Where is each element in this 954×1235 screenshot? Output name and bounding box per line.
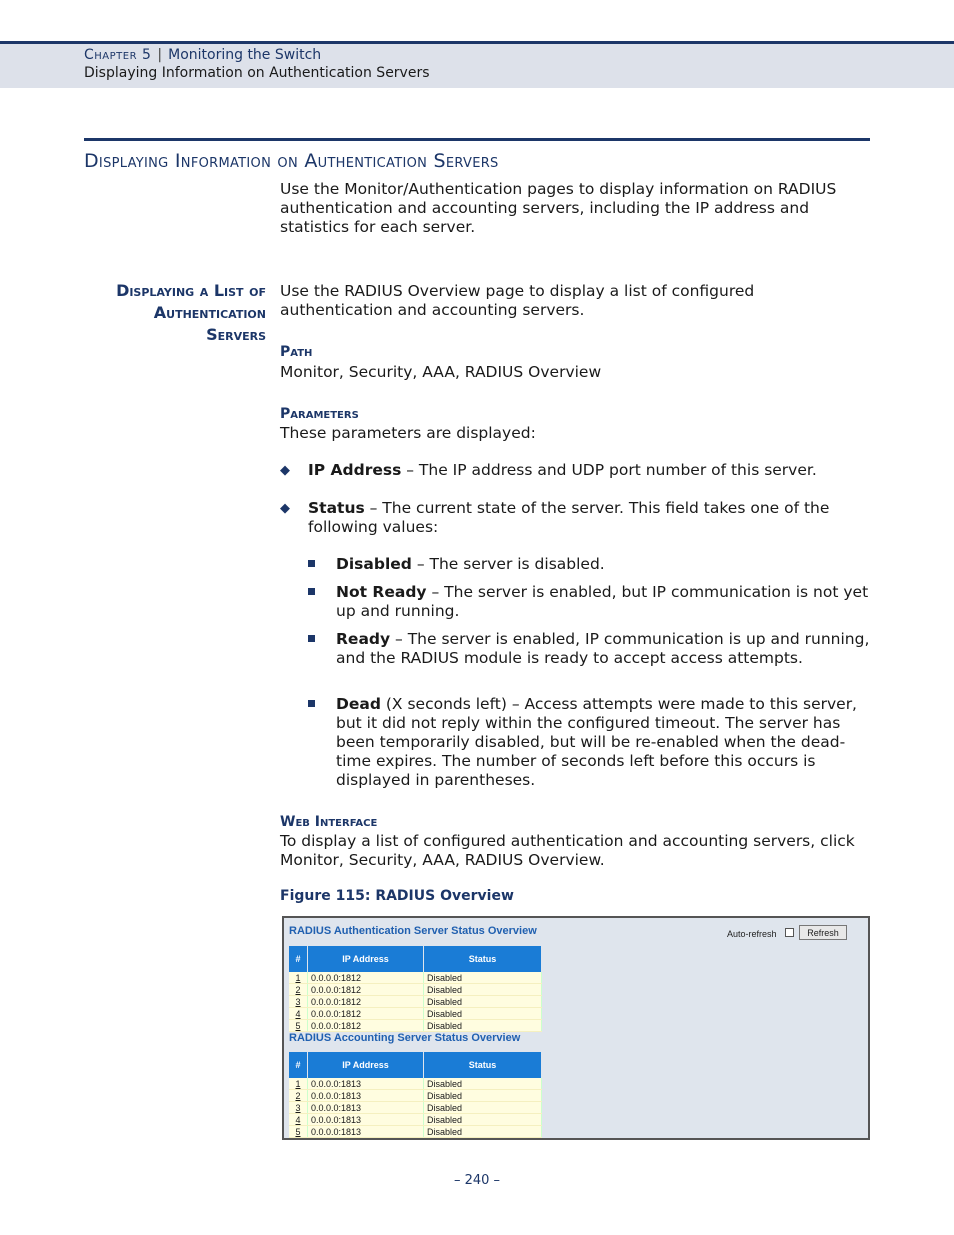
ip-cell: 0.0.0.0:1812 [308, 1008, 424, 1020]
term: Dead [336, 695, 381, 713]
figure-caption: Figure 115: RADIUS Overview [280, 888, 514, 904]
ip-cell: 0.0.0.0:1812 [308, 984, 424, 996]
section-rule [84, 138, 870, 141]
desc: – The server is enabled, but IP communication is not yet up and running. [336, 583, 869, 620]
status-cell: Disabled [424, 1078, 542, 1090]
intro-paragraph: Use the Monitor/Authentication pages to display information on RADIUS authentication and accounting servers, including the IP address and statistics for each server. [280, 180, 837, 236]
table-row [289, 972, 542, 984]
page-number: – 240 – [453, 1173, 501, 1188]
status-cell: Disabled [424, 1102, 542, 1114]
server-link[interactable]: 3 [289, 1102, 308, 1114]
ip-cell: 0.0.0.0:1813 [308, 1090, 424, 1102]
table-row [289, 1126, 542, 1138]
refresh-button[interactable]: Refresh [799, 925, 847, 940]
term: Not Ready [336, 583, 427, 601]
status-cell: Disabled [424, 1008, 542, 1020]
term: Disabled [336, 555, 412, 573]
desc: – The IP address and UDP port number of this server. [401, 461, 817, 479]
term: Status [308, 499, 365, 517]
col-status: Status [424, 1052, 542, 1078]
status-cell: Disabled [424, 1126, 542, 1138]
subsection-title [84, 280, 266, 346]
desc: – The server is enabled, IP communication is up and running, and the RADIUS module is ready to accept access attempts. [336, 630, 870, 667]
ip-cell: 0.0.0.0:1813 [308, 1102, 424, 1114]
header-separator: | [157, 47, 163, 63]
web-interface-heading: Web Interface [280, 814, 378, 830]
ip-cell: 0.0.0.0:1812 [308, 996, 424, 1008]
col-status: Status [424, 946, 542, 972]
subsection-text: Use the RADIUS Overview page to display a list of configured authentication and accounting servers. [280, 282, 755, 319]
subsection-title-line: Servers [206, 325, 266, 344]
desc: – The current state of the server. This field takes one of the following values: [308, 499, 830, 536]
desc: (X seconds left) – Access attempts were made to this server, but it did not reply within the configured timeout. The server has been temporarily disabled, but will be re-enabled when the dead-time expires. The number of seconds left before this occurs is displayed in parentheses. [336, 695, 857, 789]
server-link[interactable]: 3 [289, 996, 308, 1008]
status-cell: Disabled [424, 1020, 542, 1032]
auto-refresh-label: Auto-refresh [727, 929, 777, 939]
term: IP Address [308, 461, 402, 479]
status-cell: Disabled [424, 972, 542, 984]
radius-overview-screenshot [282, 916, 870, 1140]
auth-server-table [289, 946, 542, 1032]
status-cell: Disabled [424, 1090, 542, 1102]
server-link[interactable]: 2 [289, 1090, 308, 1102]
table-row [289, 1090, 542, 1102]
ip-cell: 0.0.0.0:1813 [308, 1078, 424, 1090]
table-row [289, 1008, 542, 1020]
col-number: # [289, 1052, 308, 1078]
table-row [289, 996, 542, 1008]
status-cell: Disabled [424, 996, 542, 1008]
ip-cell: 0.0.0.0:1812 [308, 972, 424, 984]
header-chapter: Chapter 5 [84, 47, 152, 63]
square-bullet-icon [308, 560, 315, 567]
term: Ready [336, 630, 391, 648]
status-cell: Disabled [424, 1114, 542, 1126]
table-row [289, 1114, 542, 1126]
header-chapter-line [84, 47, 321, 63]
square-bullet-icon [308, 635, 315, 642]
auth-table-title: RADIUS Authentication Server Status Overview [289, 925, 537, 937]
auto-refresh-checkbox[interactable] [785, 928, 794, 937]
parameters-heading: Parameters [280, 406, 359, 422]
square-bullet-icon [308, 700, 315, 707]
ip-cell: 0.0.0.0:1813 [308, 1126, 424, 1138]
web-interface-text: To display a list of configured authentication and accounting servers, click Monitor, Security, AAA, RADIUS Overview. [280, 832, 855, 869]
square-bullet-icon [308, 588, 315, 595]
col-ip-address: IP Address [308, 1052, 424, 1078]
parameters-intro: These parameters are displayed: [280, 424, 536, 442]
acct-table-title: RADIUS Accounting Server Status Overview [289, 1032, 521, 1044]
server-link[interactable]: 4 [289, 1114, 308, 1126]
subsection-title-line: Displaying a List of [116, 281, 266, 300]
ip-cell: 0.0.0.0:1812 [308, 1020, 424, 1032]
table-row [289, 984, 542, 996]
table-row [289, 1102, 542, 1114]
section-title: Displaying Information on Authentication Servers [84, 150, 499, 172]
running-header [0, 41, 954, 88]
header-chapter-title: Monitoring the Switch [168, 47, 322, 63]
ip-cell: 0.0.0.0:1813 [308, 1114, 424, 1126]
table-row [289, 1078, 542, 1090]
header-section: Displaying Information on Authentication Servers [84, 65, 430, 81]
table-row [289, 1020, 542, 1032]
desc: – The server is disabled. [411, 555, 605, 573]
acct-server-table [289, 1052, 542, 1138]
path-text: Monitor, Security, AAA, RADIUS Overview [280, 363, 602, 381]
diamond-bullet-icon: ◆ [280, 501, 290, 516]
diamond-bullet-icon: ◆ [280, 463, 290, 478]
server-link[interactable]: 5 [289, 1020, 308, 1032]
server-link[interactable]: 1 [289, 1078, 308, 1090]
col-ip-address: IP Address [308, 946, 424, 972]
status-cell: Disabled [424, 984, 542, 996]
server-link[interactable]: 5 [289, 1126, 308, 1138]
server-link[interactable]: 4 [289, 1008, 308, 1020]
path-heading: Path [280, 344, 313, 360]
server-link[interactable]: 1 [289, 972, 308, 984]
col-number: # [289, 946, 308, 972]
subsection-title-line: Authentication [153, 303, 266, 322]
server-link[interactable]: 2 [289, 984, 308, 996]
